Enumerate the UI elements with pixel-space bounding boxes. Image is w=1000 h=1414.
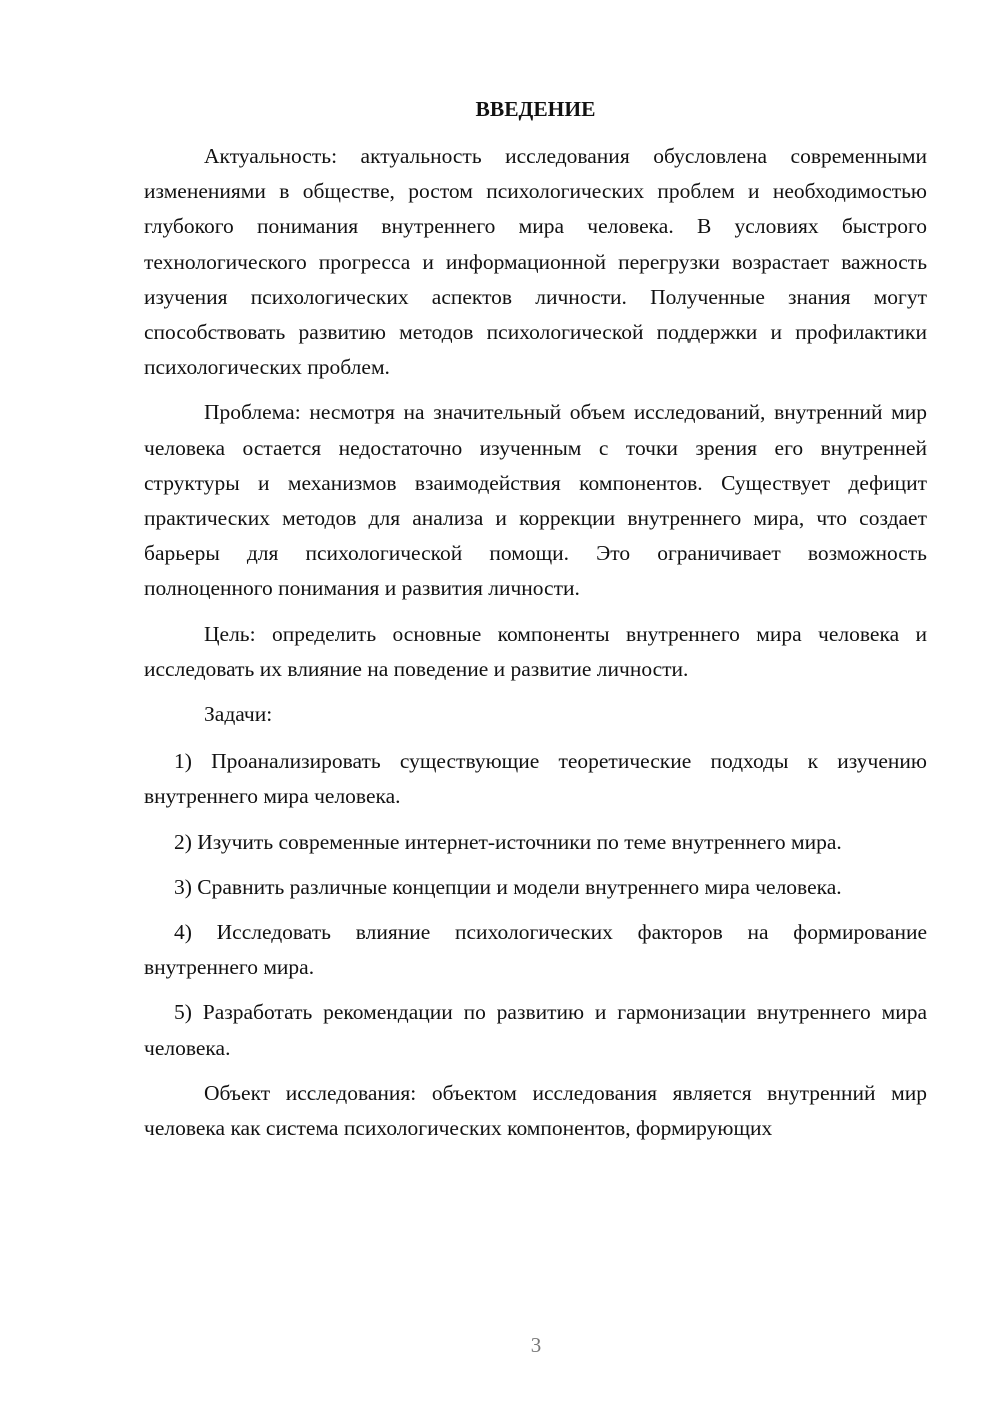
task-item-5: 5) Разработать рекомендации по развитию и гармонизации внутреннего мира человека. [144, 1000, 927, 1060]
page-number: 3 [530, 1333, 542, 1357]
document-body [144, 92, 927, 1156]
task-item-3: 3) Сравнить различные концепции и модели внутреннего мира человека. [174, 874, 842, 899]
task-item-2: 2) Изучить современные интернет-источники по теме внутреннего мира. [174, 829, 842, 854]
task-item-1: 1) Проанализировать существующие теоретические подходы к изучению внутреннего мира человека. [144, 749, 927, 809]
tasks-list [144, 744, 927, 1066]
object-paragraph: Объект исследования: объектом исследования является внутренний мир человека как система психологических компонентов, формирующих [144, 1080, 927, 1141]
problem-paragraph: Проблема: несмотря на значительный объем исследований, внутренний мир человека остается недостаточно изученным с точки зрения его внутренней структуры и механизмов взаимодействия компонентов. Существует дефицит практических методов для анализа и коррекции внутреннего мира, что создает барьеры для психологической помощи. Это ограничивает возможность полноценного понимания и развития личности. [144, 400, 927, 601]
goal-paragraph: Цель: определить основные компоненты внутреннего мира человека и исследовать их влияние на поведение и развитие личности. [144, 621, 927, 681]
task-item-4: 4) Исследовать влияние психологических факторов на формирование внутреннего мира. [144, 920, 927, 980]
section-heading: ВВЕДЕНИЕ [475, 97, 596, 121]
relevance-paragraph: Актуальность: актуальность исследования обусловлена современными изменениями в обществе, ростом психологических проблем и необходимостью глубокого понимания внутреннего мира человека. В условиях быстрого технологического прогресса и информационной перегрузки возрастает важность изучения психологических аспектов личности. Полученные знания могут способствовать развитию методов психологической поддержки и профилактики психологических проблем. [144, 144, 927, 380]
tasks-label: Задачи: [204, 702, 273, 727]
